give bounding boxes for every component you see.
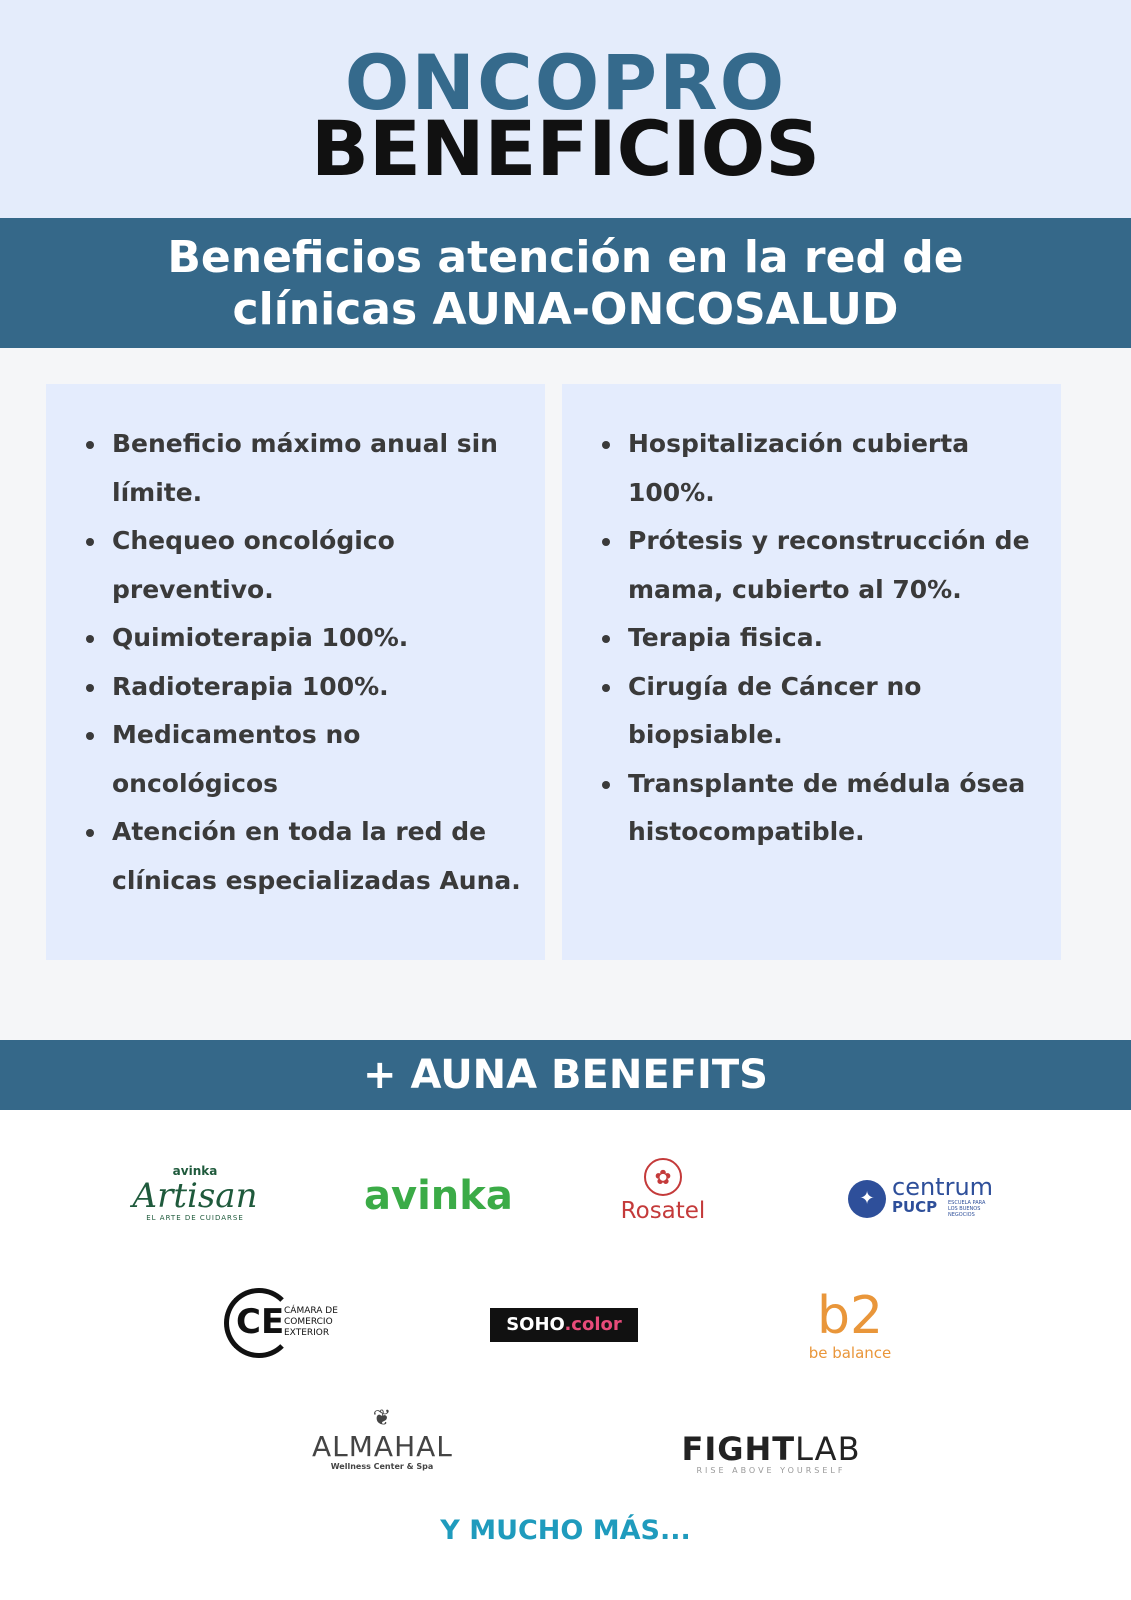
- centrum-logo-tagline: ESCUELA PARA LOS BUENOS NEGOCIOS: [948, 1200, 986, 1218]
- rosatel-logo: [608, 1158, 718, 1226]
- centrum-logo-sub: PUCP: [892, 1198, 938, 1216]
- footer-more-text: Y MUCHO MÁS...: [440, 1515, 691, 1546]
- fightlab-logo-tagline: RISE ABOVE YOURSELF: [696, 1466, 846, 1475]
- globe-icon: ✦: [848, 1180, 886, 1218]
- fightlab-logo-name-light: LAB: [795, 1430, 861, 1468]
- brand-title: ONCOPRO: [344, 38, 787, 127]
- soho-logo-suffix: .color: [564, 1314, 622, 1335]
- artisan-logo-name: Artisan: [132, 1176, 258, 1216]
- page-title: BENEFICIOS: [311, 104, 820, 193]
- ce-logo-name: CÁMARA DE COMERCIO EXTERIOR: [284, 1306, 338, 1338]
- rose-icon: ✿: [644, 1158, 682, 1196]
- benefit-item: Chequeo oncológico preventivo.: [86, 517, 521, 614]
- rosatel-logo-name: Rosatel: [620, 1198, 706, 1224]
- camara-comercio-exterior-logo: [224, 1288, 354, 1362]
- section-title-line-1: Beneficios atención en la red de: [167, 232, 964, 283]
- benefit-item: Cirugía de Cáncer no biopsiable.: [602, 663, 1037, 760]
- b2-logo-mark: b2: [816, 1286, 884, 1346]
- ce-logo-initials: CE: [236, 1302, 285, 1342]
- fightlab-logo-name: [666, 1432, 876, 1466]
- benefits-list-right: [602, 420, 1037, 857]
- benefits-card-right: [562, 384, 1061, 960]
- artisan-logo: [130, 1164, 260, 1222]
- benefit-item: Atención en toda la red de clínicas especializadas Auna.: [86, 808, 521, 905]
- be-balance-logo: [800, 1288, 900, 1362]
- avinka-logo: avinka: [364, 1173, 513, 1219]
- almahal-logo: [312, 1406, 452, 1472]
- benefit-item: Quimioterapia 100%.: [86, 614, 521, 663]
- centrum-logo-name: centrum: [892, 1173, 994, 1201]
- soho-color-logo: [490, 1308, 638, 1342]
- soho-logo-name: SOHO: [506, 1314, 565, 1335]
- benefits-card-left: [46, 384, 545, 960]
- benefit-item: Medicamentos no oncológicos: [86, 711, 521, 808]
- fightlab-logo: [666, 1432, 876, 1476]
- benefit-item: Terapia fisica.: [602, 614, 1037, 663]
- benefits-list-left: [86, 420, 521, 905]
- benefit-item: Hospitalización cubierta 100%.: [602, 420, 1037, 517]
- fightlab-logo-name-bold: FIGHT: [681, 1430, 796, 1468]
- almahal-logo-name: ALMAHAL: [312, 1430, 453, 1463]
- hero-header: [0, 0, 1131, 218]
- benefit-item: Transplante de médula ósea histocompatible.: [602, 760, 1037, 857]
- lotus-icon: ❦: [372, 1406, 392, 1431]
- benefit-item: Beneficio máximo anual sin límite.: [86, 420, 521, 517]
- b2-logo-name: be balance: [808, 1344, 892, 1362]
- partners-title-band: + AUNA BENEFITS: [0, 1040, 1131, 1110]
- section-title-band: [0, 218, 1131, 348]
- artisan-logo-top: avinka: [172, 1164, 218, 1178]
- almahal-logo-tagline: Wellness Center & Spa: [330, 1462, 434, 1471]
- benefit-item: Prótesis y reconstrucción de mama, cubierto al 70%.: [602, 517, 1037, 614]
- section-title-line-2: clínicas AUNA-ONCOSALUD: [232, 284, 899, 335]
- benefit-item: Radioterapia 100%.: [86, 663, 521, 712]
- centrum-pucp-logo: [848, 1173, 1008, 1220]
- artisan-logo-tagline: EL ARTE DE CUIDARSE: [146, 1214, 244, 1222]
